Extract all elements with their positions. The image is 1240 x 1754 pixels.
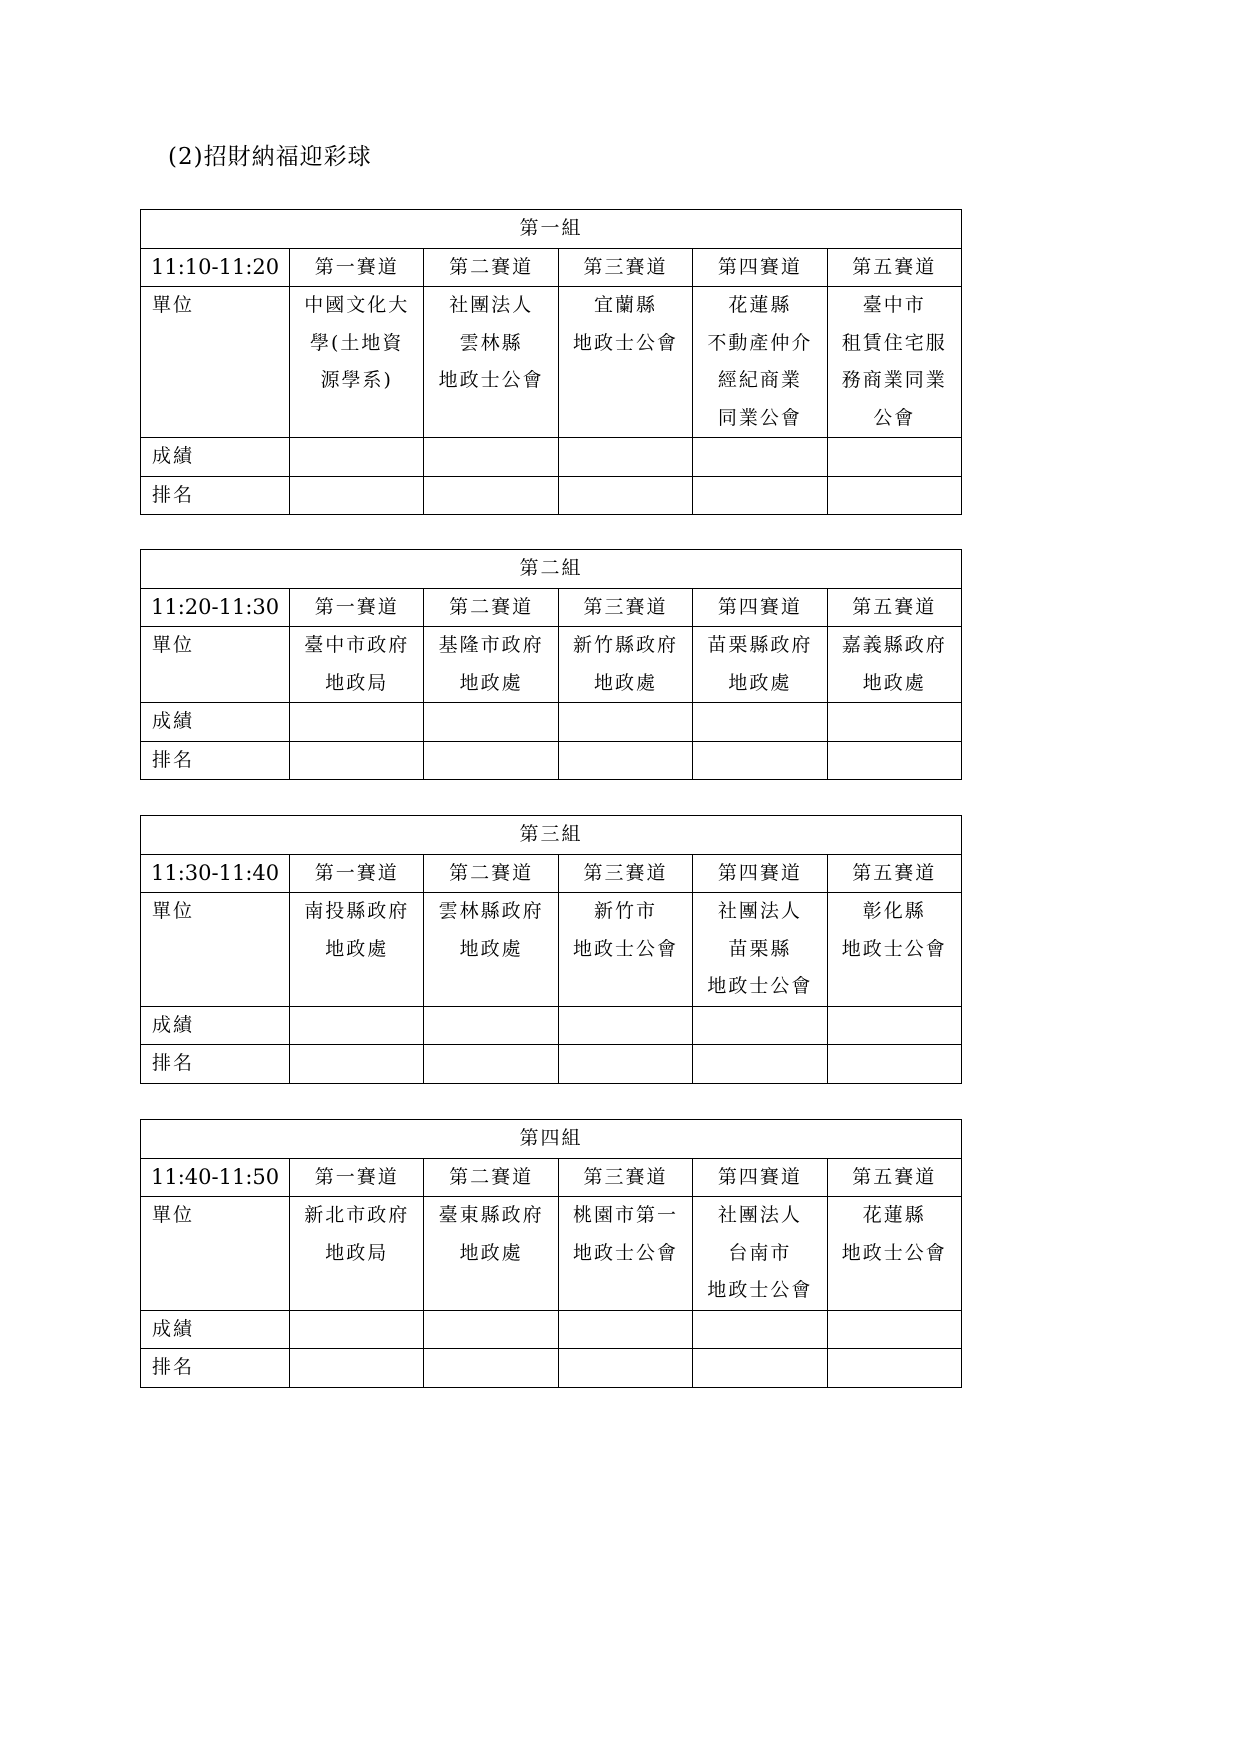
unit-name-line: 地政處 xyxy=(593,671,657,694)
unit-label: 單位 xyxy=(141,287,290,438)
lane-header: 第三賽道 xyxy=(558,248,692,287)
lane-header: 第五賽道 xyxy=(827,854,961,893)
unit-name-line: 苗栗縣 xyxy=(728,937,792,960)
unit-name-line: 地政處 xyxy=(728,671,792,694)
unit-name-line: 地政士公會 xyxy=(707,975,813,997)
unit-name-line: 租賃住宅服 xyxy=(841,331,947,354)
unit-name-line: 地政士公會 xyxy=(841,1241,947,1264)
unit-label: 單位 xyxy=(141,627,290,703)
score-cell xyxy=(693,438,827,477)
rank-cell xyxy=(827,1045,961,1084)
score-label: 成績 xyxy=(141,1006,290,1045)
group-title: 第四組 xyxy=(141,1120,962,1159)
unit-cell xyxy=(827,1197,961,1311)
score-cell xyxy=(693,1310,827,1349)
unit-name-line: 南投縣政府 xyxy=(304,900,410,922)
unit-name-line: 地政局 xyxy=(325,671,389,694)
score-cell xyxy=(827,1310,961,1349)
unit-cell xyxy=(424,893,558,1007)
score-cell xyxy=(424,1310,558,1349)
page-heading: (2)招財納福迎彩球 xyxy=(168,144,372,170)
lane-header: 第一賽道 xyxy=(290,854,424,893)
score-label: 成績 xyxy=(141,438,290,477)
unit-cell xyxy=(827,893,961,1007)
unit-name-line: 雲林縣 xyxy=(459,331,523,354)
unit-name-line: 地政處 xyxy=(459,671,523,694)
score-cell xyxy=(290,703,424,742)
unit-cell xyxy=(693,287,827,438)
unit-cell xyxy=(290,627,424,703)
unit-name-line: 新竹縣政府 xyxy=(572,634,678,656)
rank-cell xyxy=(693,741,827,780)
unit-name-line: 新竹市 xyxy=(593,900,657,922)
group-title: 第一組 xyxy=(141,210,962,249)
rank-cell xyxy=(424,1045,558,1084)
lane-header: 第一賽道 xyxy=(290,588,424,627)
time-slot: 11:10-11:20 xyxy=(141,248,290,287)
lane-header: 第二賽道 xyxy=(424,248,558,287)
score-cell xyxy=(290,438,424,477)
unit-name-line: 地政處 xyxy=(325,937,389,960)
time-slot: 11:40-11:50 xyxy=(141,1158,290,1197)
rank-cell xyxy=(558,1349,692,1388)
rank-cell xyxy=(424,476,558,515)
unit-cell xyxy=(290,287,424,438)
unit-name-line: 務商業同業 xyxy=(841,369,947,391)
unit-cell xyxy=(424,287,558,438)
time-slot: 11:30-11:40 xyxy=(141,854,290,893)
rank-cell xyxy=(827,476,961,515)
group-1-table xyxy=(140,209,962,515)
unit-name-line: 彰化縣 xyxy=(862,900,926,922)
score-label: 成績 xyxy=(141,1310,290,1349)
lane-header: 第四賽道 xyxy=(693,1158,827,1197)
unit-name-line: 地政處 xyxy=(459,937,523,960)
unit-name-line: 台南市 xyxy=(728,1241,792,1264)
lane-header: 第四賽道 xyxy=(693,854,827,893)
score-cell xyxy=(827,1006,961,1045)
unit-label: 單位 xyxy=(141,1197,290,1311)
rank-label: 排名 xyxy=(141,1045,290,1084)
rank-cell xyxy=(693,1349,827,1388)
unit-cell xyxy=(827,287,961,438)
unit-name-line: 臺中市 xyxy=(862,294,926,316)
unit-name-line: 桃園市第一 xyxy=(572,1204,678,1226)
score-cell xyxy=(827,703,961,742)
rank-cell xyxy=(693,1045,827,1084)
rank-label: 排名 xyxy=(141,476,290,515)
group-title: 第三組 xyxy=(141,816,962,855)
unit-name-line: 宜蘭縣 xyxy=(593,294,657,316)
unit-name-line: 花蓮縣 xyxy=(862,1204,926,1226)
score-cell xyxy=(558,438,692,477)
unit-name-line: 學(土地資 xyxy=(309,331,404,354)
rank-cell xyxy=(827,1349,961,1388)
lane-header: 第五賽道 xyxy=(827,588,961,627)
lane-header: 第二賽道 xyxy=(424,854,558,893)
unit-name-line: 臺中市政府 xyxy=(304,634,410,656)
lane-header: 第五賽道 xyxy=(827,248,961,287)
unit-name-line: 地政處 xyxy=(459,1241,523,1264)
lane-header: 第一賽道 xyxy=(290,248,424,287)
unit-name-line: 社團法人 xyxy=(717,1204,802,1226)
unit-name-line: 基隆市政府 xyxy=(438,634,544,656)
unit-name-line: 雲林縣政府 xyxy=(438,900,544,922)
unit-name-line: 同業公會 xyxy=(717,406,802,429)
score-cell xyxy=(558,703,692,742)
unit-name-line: 經紀商業 xyxy=(717,369,802,391)
rank-cell xyxy=(290,1045,424,1084)
unit-name-line: 地政士公會 xyxy=(572,331,678,354)
unit-cell xyxy=(558,1197,692,1311)
unit-cell xyxy=(558,627,692,703)
unit-name-line: 地政士公會 xyxy=(841,937,947,960)
score-label: 成績 xyxy=(141,703,290,742)
group-3-table xyxy=(140,815,962,1084)
unit-name-line: 社團法人 xyxy=(717,900,802,922)
lane-header: 第三賽道 xyxy=(558,854,692,893)
unit-name-line: 苗栗縣政府 xyxy=(707,634,813,656)
score-cell xyxy=(827,438,961,477)
unit-name-line: 地政局 xyxy=(325,1241,389,1264)
lane-header: 第三賽道 xyxy=(558,588,692,627)
unit-name-line: 嘉義縣政府 xyxy=(841,634,947,656)
score-cell xyxy=(558,1310,692,1349)
score-cell xyxy=(693,1006,827,1045)
score-cell xyxy=(290,1310,424,1349)
rank-cell xyxy=(290,476,424,515)
lane-header: 第四賽道 xyxy=(693,248,827,287)
lane-header: 第二賽道 xyxy=(424,588,558,627)
time-slot: 11:20-11:30 xyxy=(141,588,290,627)
unit-cell xyxy=(693,893,827,1007)
unit-cell xyxy=(424,1197,558,1311)
unit-name-line: 地政士公會 xyxy=(572,937,678,960)
group-4-table xyxy=(140,1119,962,1388)
group-title: 第二組 xyxy=(141,550,962,589)
rank-cell xyxy=(558,476,692,515)
rank-label: 排名 xyxy=(141,741,290,780)
unit-name-line: 不動產仲介 xyxy=(707,331,813,354)
score-cell xyxy=(424,438,558,477)
unit-name-line: 社團法人 xyxy=(449,294,534,316)
unit-name-line: 地政士公會 xyxy=(438,369,544,391)
unit-cell xyxy=(558,287,692,438)
unit-cell xyxy=(827,627,961,703)
unit-name-line: 地政士公會 xyxy=(572,1241,678,1264)
rank-cell xyxy=(290,1349,424,1388)
score-cell xyxy=(424,703,558,742)
unit-name-line: 公會 xyxy=(873,406,916,429)
rank-cell xyxy=(827,741,961,780)
lane-header: 第四賽道 xyxy=(693,588,827,627)
lane-header: 第一賽道 xyxy=(290,1158,424,1197)
unit-name-line: 新北市政府 xyxy=(304,1204,410,1226)
rank-cell xyxy=(424,1349,558,1388)
score-cell xyxy=(424,1006,558,1045)
rank-cell xyxy=(693,476,827,515)
rank-cell xyxy=(558,1045,692,1084)
unit-cell xyxy=(290,893,424,1007)
score-cell xyxy=(558,1006,692,1045)
lane-header: 第二賽道 xyxy=(424,1158,558,1197)
rank-cell xyxy=(424,741,558,780)
score-cell xyxy=(290,1006,424,1045)
score-cell xyxy=(693,703,827,742)
unit-name-line: 地政處 xyxy=(862,671,926,694)
rank-label: 排名 xyxy=(141,1349,290,1388)
unit-cell xyxy=(693,1197,827,1311)
unit-cell xyxy=(290,1197,424,1311)
unit-name-line: 花蓮縣 xyxy=(728,294,792,316)
rank-cell xyxy=(290,741,424,780)
unit-name-line: 臺東縣政府 xyxy=(438,1204,544,1226)
unit-cell xyxy=(558,893,692,1007)
lane-header: 第五賽道 xyxy=(827,1158,961,1197)
unit-name-line: 中國文化大 xyxy=(304,294,410,316)
group-2-table xyxy=(140,549,962,780)
unit-name-line: 源學系) xyxy=(320,369,393,391)
unit-name-line: 地政士公會 xyxy=(707,1279,813,1301)
unit-cell xyxy=(424,627,558,703)
unit-label: 單位 xyxy=(141,893,290,1007)
unit-cell xyxy=(693,627,827,703)
rank-cell xyxy=(558,741,692,780)
lane-header: 第三賽道 xyxy=(558,1158,692,1197)
